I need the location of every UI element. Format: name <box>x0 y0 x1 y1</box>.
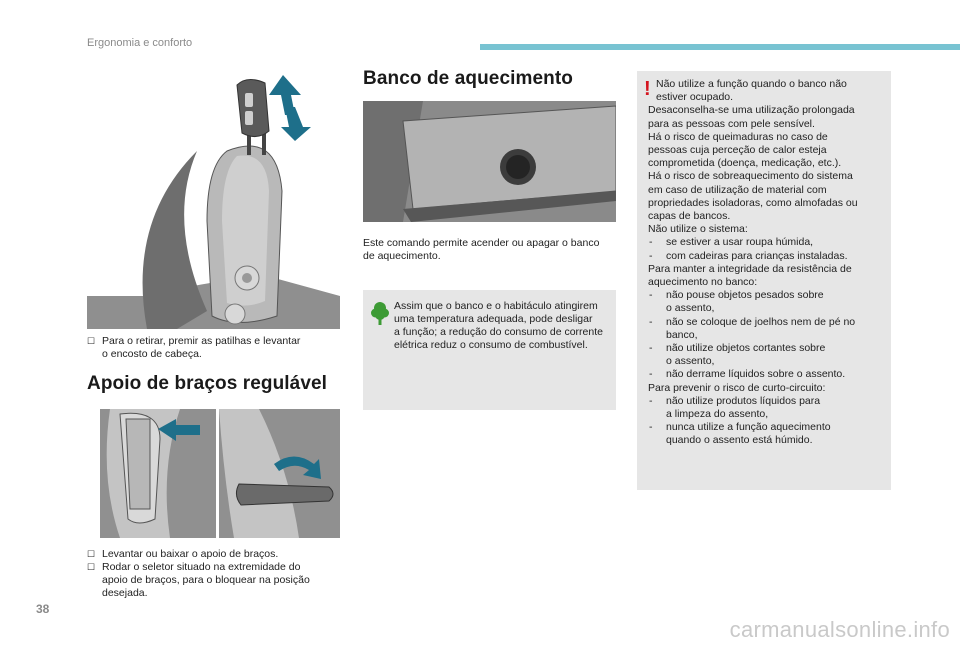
warning-line: pessoas cuja perceção de calor esteja <box>648 144 827 157</box>
warning-line: quando o assento está húmido. <box>666 434 813 447</box>
headrest-instruction: ☐ Para o retirar, premir as patilhas e levantar o encosto de cabeça. <box>87 335 301 360</box>
warning-box <box>637 71 891 490</box>
warning-line: em caso de utilização de material com <box>648 183 827 196</box>
checkbox-bullet-icon: ☐ <box>87 562 96 572</box>
warning-line: propriedades isoladoras, como almofadas ou <box>648 196 858 209</box>
seat-headrest-illustration <box>87 71 340 329</box>
warning-line: comprometida (doença, medicação, etc.). <box>648 157 842 170</box>
warning-line: Desaconselha-se uma utilização prolongada <box>648 104 855 117</box>
warning-line: Não utilize o sistema: <box>648 223 748 236</box>
eco-note-box <box>363 290 616 410</box>
heated-seat-button-illustration <box>363 101 616 222</box>
exclamation-icon: ! <box>644 78 651 100</box>
warning-line: para as pessoas com pele sensível. <box>648 117 815 130</box>
warning-line: - nunca utilize a função aquecimento <box>648 421 888 434</box>
warning-line: Não utilize a função quando o banco não <box>656 78 847 90</box>
warning-text <box>648 78 888 448</box>
section-title: Ergonomia e conforto <box>87 37 193 49</box>
warning-line: - com cadeiras para crianças instaladas. <box>648 250 888 263</box>
warning-line: - não pouse objetos pesados sobre <box>648 289 888 302</box>
warning-line: estiver ocupado. <box>656 91 734 104</box>
armrest-instruction-1: ☐ Levantar ou baixar o apoio de braços. <box>87 548 279 560</box>
heated-seat-description: Este comando permite acender ou apagar o banco de aquecimento. <box>363 237 600 262</box>
armrest-title: Apoio de braços regulável <box>87 373 328 394</box>
armrest-raise-illustration <box>100 409 216 538</box>
warning-line: - não utilize objetos cortantes sobre <box>648 342 888 355</box>
tree-icon <box>371 301 389 330</box>
warning-line: a limpeza do assento, <box>666 408 769 421</box>
armrest-instruction-2: ☐ Rodar o seletor situado na extremidade do apoio de braços, para o bloquear na posição desejada. <box>87 561 310 599</box>
watermark: carmanualsonline.info <box>729 617 950 642</box>
checkbox-bullet-icon: ☐ <box>87 336 96 346</box>
warning-line: o assento, <box>666 355 715 368</box>
page-number: 38 <box>36 602 50 616</box>
warning-line: - não se coloque de joelhos nem de pé no <box>648 316 888 329</box>
warning-line: Para prevenir o risco de curto-circuito: <box>648 381 826 394</box>
armrest-rotate-illustration <box>219 409 340 538</box>
checkbox-bullet-icon: ☐ <box>87 549 96 559</box>
warning-line: - não utilize produtos líquidos para <box>648 395 888 408</box>
header-accent-bar <box>480 44 960 50</box>
warning-line: o assento, <box>666 302 715 315</box>
warning-line: capas de bancos. <box>648 210 731 223</box>
warning-line: Para manter a integridade da resistência de <box>648 262 852 275</box>
warning-line: Há o risco de sobreaquecimento do sistema <box>648 170 853 183</box>
warning-line: Há o risco de queimaduras no caso de <box>648 130 828 143</box>
warning-line: banco, <box>666 328 698 341</box>
warning-line: aquecimento no banco: <box>648 276 758 289</box>
heated-seat-title: Banco de aquecimento <box>363 68 573 89</box>
eco-note-text: Assim que o banco e o habitáculo atingirem uma temperatura adequada, pode desligar a função; a redução do consumo de corrente elétrica reduz o consumo de combustível. <box>394 300 603 351</box>
warning-line: - não derrame líquidos sobre o assento. <box>648 368 888 381</box>
warning-line: - se estiver a usar roupa húmida, <box>648 236 888 249</box>
